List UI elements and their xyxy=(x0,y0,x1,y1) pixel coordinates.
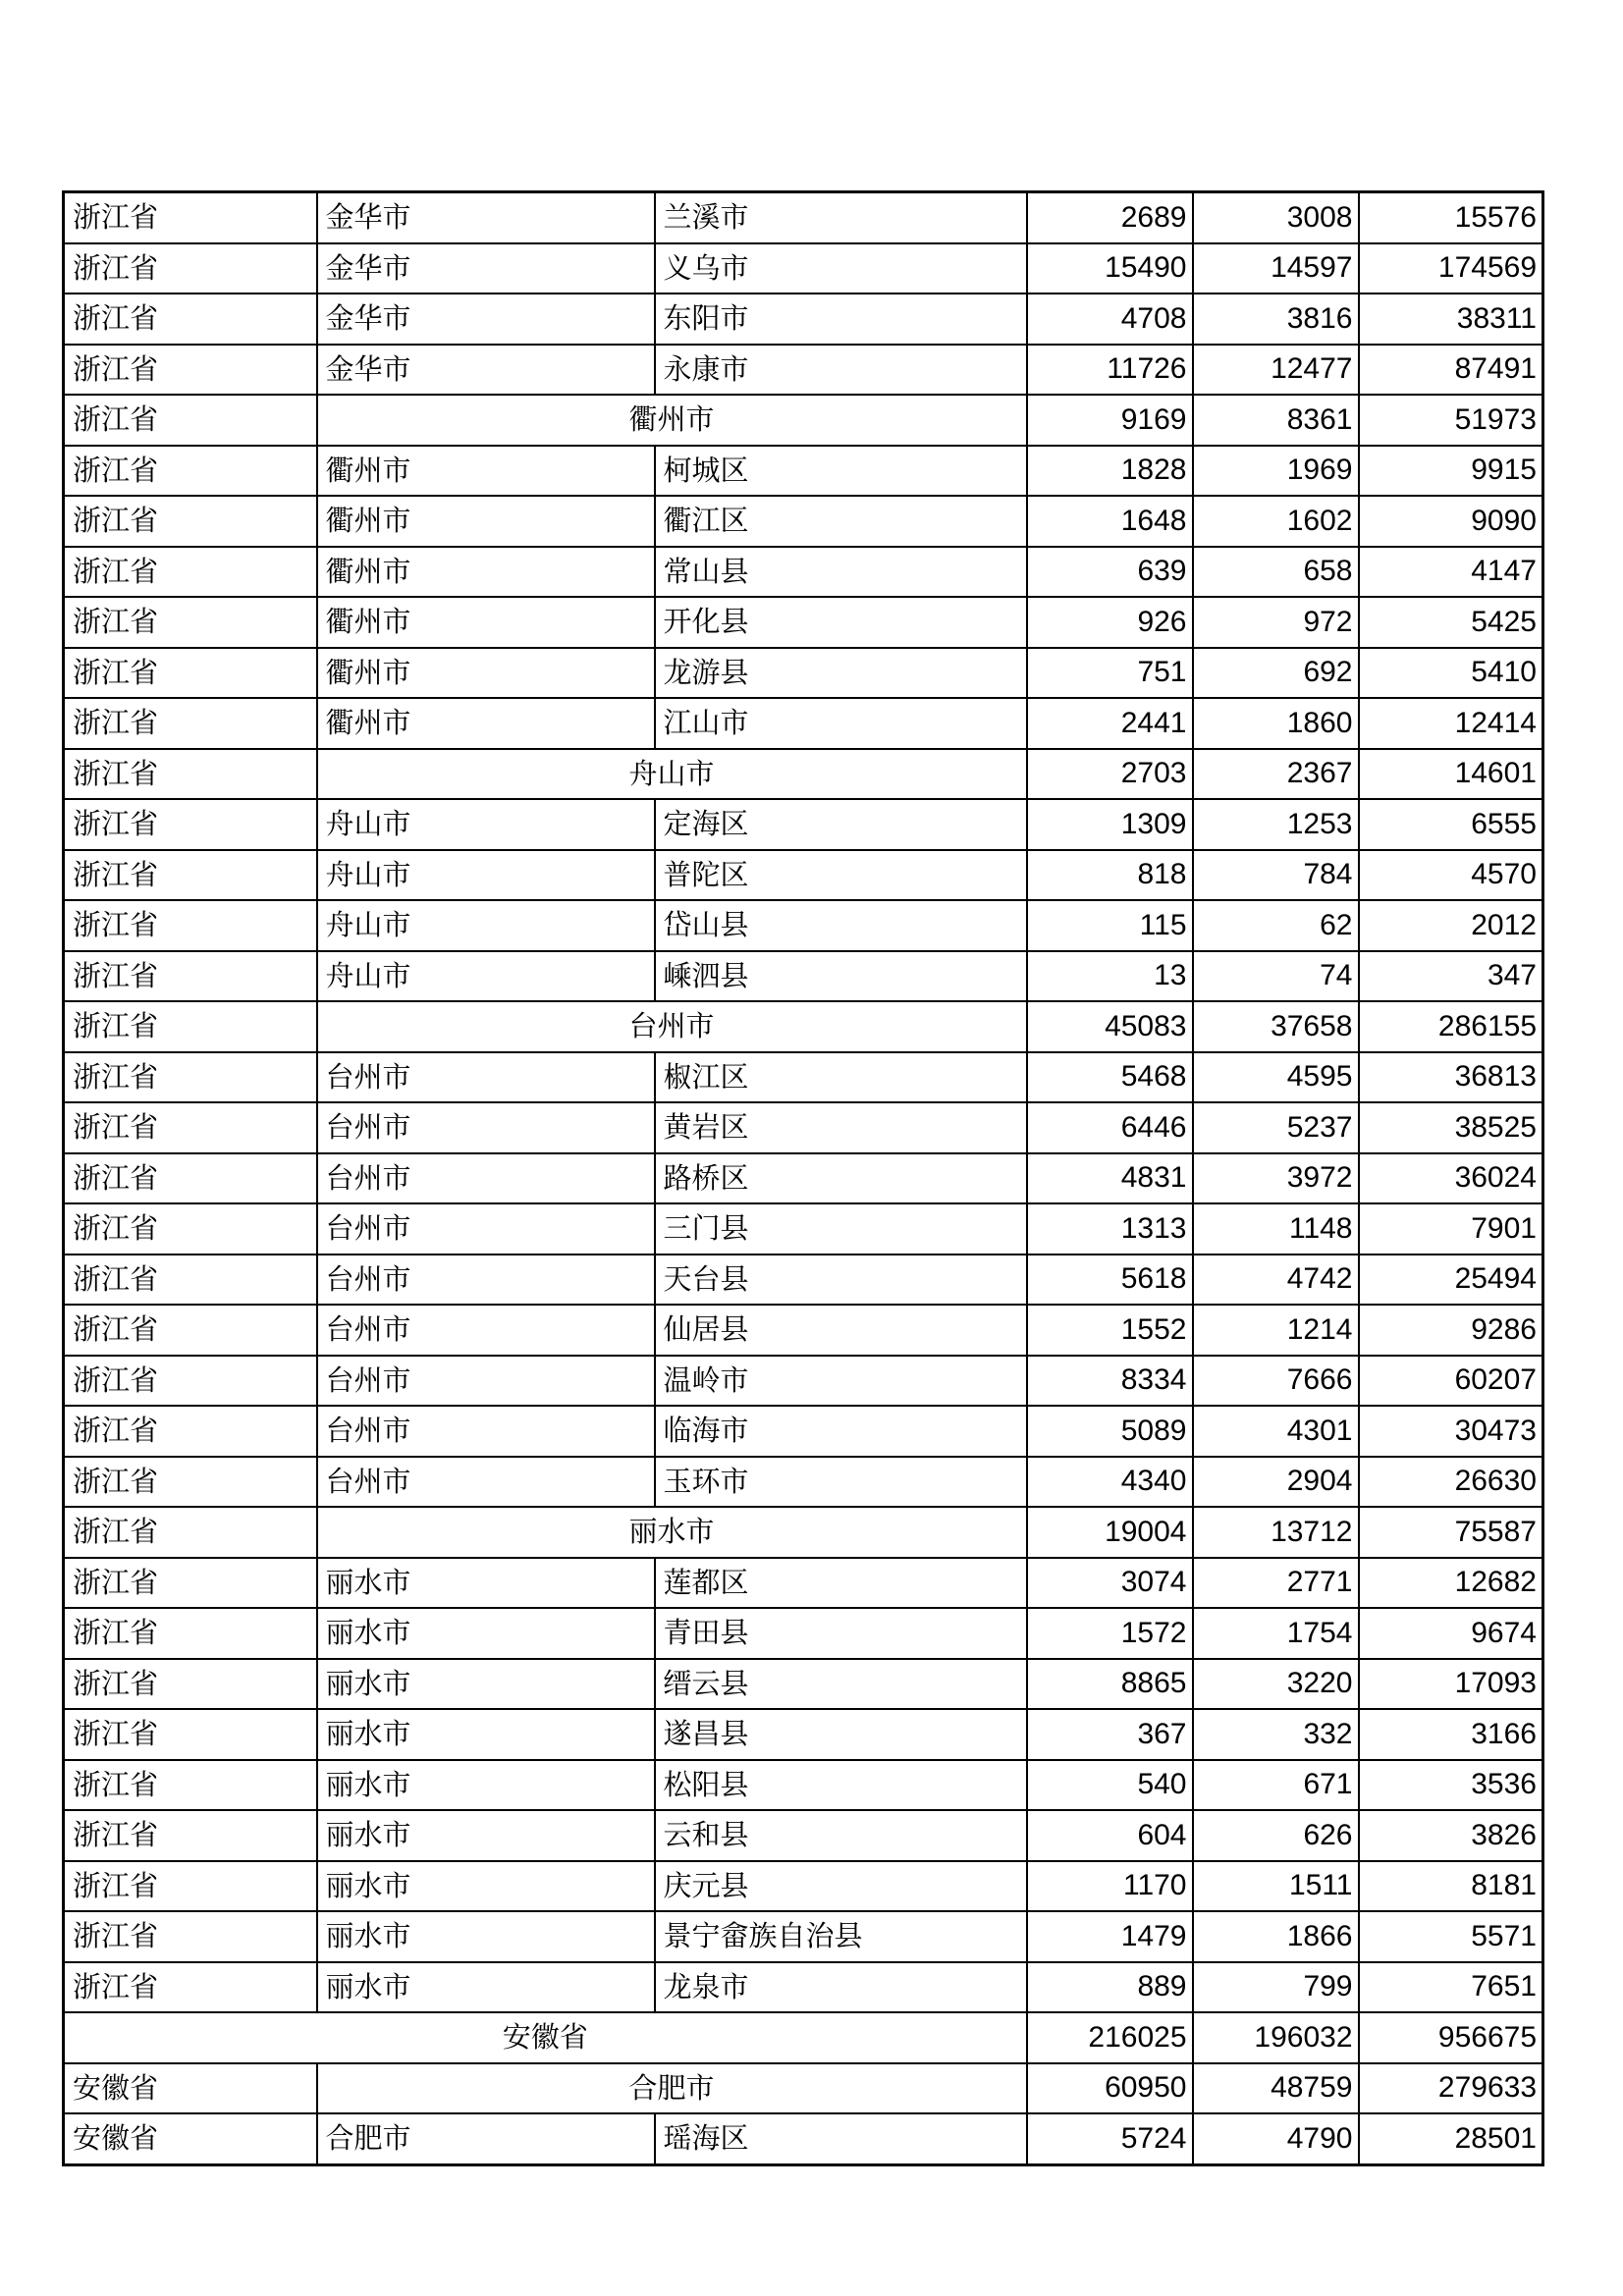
city-cell: 台州市 xyxy=(317,1153,655,1204)
value-1-cell: 639 xyxy=(1027,547,1193,598)
value-1-cell: 889 xyxy=(1027,1962,1193,2013)
value-3-cell: 87491 xyxy=(1359,345,1543,396)
value-3-cell: 956675 xyxy=(1359,2012,1543,2063)
value-1-cell: 8334 xyxy=(1027,1356,1193,1407)
value-2-cell: 1754 xyxy=(1193,1608,1359,1659)
county-cell: 定海区 xyxy=(655,799,1027,850)
county-cell: 玉环市 xyxy=(655,1457,1027,1508)
city-cell: 金华市 xyxy=(317,243,655,294)
value-1-cell: 1648 xyxy=(1027,496,1193,547)
province-cell: 浙江省 xyxy=(64,1861,317,1912)
table-row xyxy=(64,446,1543,497)
value-3-cell: 174569 xyxy=(1359,243,1543,294)
county-cell: 仙居县 xyxy=(655,1305,1027,1356)
table-row xyxy=(64,597,1543,648)
county-cell: 嵊泗县 xyxy=(655,951,1027,1002)
table-row xyxy=(64,1810,1543,1861)
value-3-cell: 9674 xyxy=(1359,1608,1543,1659)
value-3-cell: 36813 xyxy=(1359,1052,1543,1103)
value-2-cell: 196032 xyxy=(1193,2012,1359,2063)
value-2-cell: 4301 xyxy=(1193,1406,1359,1457)
county-cell: 义乌市 xyxy=(655,243,1027,294)
table-row xyxy=(64,1558,1543,1609)
value-2-cell: 5237 xyxy=(1193,1102,1359,1153)
county-cell: 临海市 xyxy=(655,1406,1027,1457)
city-total-cell: 衢州市 xyxy=(317,395,1027,446)
county-cell: 黄岩区 xyxy=(655,1102,1027,1153)
value-2-cell: 1511 xyxy=(1193,1861,1359,1912)
city-cell: 舟山市 xyxy=(317,951,655,1002)
city-cell: 金华市 xyxy=(317,345,655,396)
value-2-cell: 1214 xyxy=(1193,1305,1359,1356)
value-2-cell: 7666 xyxy=(1193,1356,1359,1407)
value-1-cell: 216025 xyxy=(1027,2012,1193,2063)
province-total-cell: 安徽省 xyxy=(64,2012,1027,2063)
province-cell: 浙江省 xyxy=(64,1001,317,1052)
value-1-cell: 1552 xyxy=(1027,1305,1193,1356)
province-cell: 浙江省 xyxy=(64,1760,317,1811)
value-3-cell: 4570 xyxy=(1359,850,1543,901)
table-row xyxy=(64,1608,1543,1659)
province-cell: 浙江省 xyxy=(64,749,317,800)
value-1-cell: 4708 xyxy=(1027,294,1193,345)
value-1-cell: 9169 xyxy=(1027,395,1193,446)
city-cell: 舟山市 xyxy=(317,850,655,901)
city-cell: 舟山市 xyxy=(317,799,655,850)
province-cell: 浙江省 xyxy=(64,648,317,699)
county-cell: 衢江区 xyxy=(655,496,1027,547)
county-cell: 兰溪市 xyxy=(655,192,1027,243)
value-3-cell: 4147 xyxy=(1359,547,1543,598)
province-cell: 浙江省 xyxy=(64,1356,317,1407)
city-cell: 台州市 xyxy=(317,1356,655,1407)
table-row xyxy=(64,1760,1543,1811)
table-row xyxy=(64,547,1543,598)
value-2-cell: 37658 xyxy=(1193,1001,1359,1052)
city-cell: 丽水市 xyxy=(317,1861,655,1912)
table-row xyxy=(64,648,1543,699)
value-1-cell: 751 xyxy=(1027,648,1193,699)
value-2-cell: 2904 xyxy=(1193,1457,1359,1508)
value-3-cell: 30473 xyxy=(1359,1406,1543,1457)
table-row xyxy=(64,1962,1543,2013)
value-3-cell: 2012 xyxy=(1359,900,1543,951)
value-1-cell: 5468 xyxy=(1027,1052,1193,1103)
value-2-cell: 1860 xyxy=(1193,698,1359,749)
province-cell: 浙江省 xyxy=(64,1153,317,1204)
province-cell: 安徽省 xyxy=(64,2063,317,2114)
city-cell: 舟山市 xyxy=(317,900,655,951)
value-2-cell: 1602 xyxy=(1193,496,1359,547)
value-2-cell: 48759 xyxy=(1193,2063,1359,2114)
value-3-cell: 5571 xyxy=(1359,1911,1543,1962)
province-cell: 浙江省 xyxy=(64,951,317,1002)
province-cell: 浙江省 xyxy=(64,345,317,396)
city-cell: 台州市 xyxy=(317,1457,655,1508)
value-3-cell: 14601 xyxy=(1359,749,1543,800)
province-cell: 浙江省 xyxy=(64,1406,317,1457)
value-1-cell: 818 xyxy=(1027,850,1193,901)
value-3-cell: 3166 xyxy=(1359,1709,1543,1760)
value-1-cell: 45083 xyxy=(1027,1001,1193,1052)
value-1-cell: 6446 xyxy=(1027,1102,1193,1153)
value-1-cell: 926 xyxy=(1027,597,1193,648)
city-cell: 台州市 xyxy=(317,1102,655,1153)
province-cell: 浙江省 xyxy=(64,1507,317,1558)
value-2-cell: 3816 xyxy=(1193,294,1359,345)
value-3-cell: 9915 xyxy=(1359,446,1543,497)
province-cell: 浙江省 xyxy=(64,496,317,547)
value-3-cell: 36024 xyxy=(1359,1153,1543,1204)
province-cell: 浙江省 xyxy=(64,243,317,294)
value-2-cell: 799 xyxy=(1193,1962,1359,2013)
city-cell: 金华市 xyxy=(317,192,655,243)
city-cell: 衢州市 xyxy=(317,547,655,598)
data-table xyxy=(62,190,1544,2166)
value-1-cell: 1572 xyxy=(1027,1608,1193,1659)
value-3-cell: 60207 xyxy=(1359,1356,1543,1407)
table-row xyxy=(64,294,1543,345)
value-2-cell: 332 xyxy=(1193,1709,1359,1760)
table-row xyxy=(64,850,1543,901)
city-total-row xyxy=(64,1507,1543,1558)
county-cell: 青田县 xyxy=(655,1608,1027,1659)
table-row xyxy=(64,496,1543,547)
county-cell: 常山县 xyxy=(655,547,1027,598)
province-cell: 浙江省 xyxy=(64,547,317,598)
county-cell: 路桥区 xyxy=(655,1153,1027,1204)
value-2-cell: 692 xyxy=(1193,648,1359,699)
table-row xyxy=(64,1406,1543,1457)
province-cell: 浙江省 xyxy=(64,1457,317,1508)
province-cell: 浙江省 xyxy=(64,1911,317,1962)
value-3-cell: 7901 xyxy=(1359,1203,1543,1255)
value-1-cell: 15490 xyxy=(1027,243,1193,294)
city-cell: 衢州市 xyxy=(317,597,655,648)
value-3-cell: 75587 xyxy=(1359,1507,1543,1558)
province-cell: 浙江省 xyxy=(64,1102,317,1153)
county-cell: 江山市 xyxy=(655,698,1027,749)
table-row xyxy=(64,951,1543,1002)
table-row xyxy=(64,2113,1543,2164)
table-row xyxy=(64,1153,1543,1204)
value-3-cell: 26630 xyxy=(1359,1457,1543,1508)
value-1-cell: 1170 xyxy=(1027,1861,1193,1912)
province-cell: 浙江省 xyxy=(64,1558,317,1609)
county-cell: 莲都区 xyxy=(655,1558,1027,1609)
value-3-cell: 279633 xyxy=(1359,2063,1543,2114)
value-2-cell: 4595 xyxy=(1193,1052,1359,1103)
city-total-cell: 台州市 xyxy=(317,1001,1027,1052)
value-2-cell: 1253 xyxy=(1193,799,1359,850)
value-2-cell: 2367 xyxy=(1193,749,1359,800)
value-2-cell: 3220 xyxy=(1193,1659,1359,1710)
value-2-cell: 4742 xyxy=(1193,1255,1359,1306)
province-cell: 浙江省 xyxy=(64,850,317,901)
province-total-row xyxy=(64,2012,1543,2063)
value-1-cell: 5618 xyxy=(1027,1255,1193,1306)
city-cell: 丽水市 xyxy=(317,1810,655,1861)
value-1-cell: 4831 xyxy=(1027,1153,1193,1204)
county-cell: 遂昌县 xyxy=(655,1709,1027,1760)
value-3-cell: 15576 xyxy=(1359,192,1543,243)
city-cell: 台州市 xyxy=(317,1305,655,1356)
province-cell: 浙江省 xyxy=(64,1203,317,1255)
city-total-cell: 舟山市 xyxy=(317,749,1027,800)
province-cell: 浙江省 xyxy=(64,799,317,850)
value-1-cell: 2689 xyxy=(1027,192,1193,243)
value-1-cell: 13 xyxy=(1027,951,1193,1002)
value-3-cell: 28501 xyxy=(1359,2113,1543,2164)
county-cell: 三门县 xyxy=(655,1203,1027,1255)
county-cell: 普陀区 xyxy=(655,850,1027,901)
value-3-cell: 38525 xyxy=(1359,1102,1543,1153)
value-3-cell: 9286 xyxy=(1359,1305,1543,1356)
county-cell: 松阳县 xyxy=(655,1760,1027,1811)
table-row xyxy=(64,1356,1543,1407)
county-cell: 缙云县 xyxy=(655,1659,1027,1710)
value-1-cell: 19004 xyxy=(1027,1507,1193,1558)
value-2-cell: 8361 xyxy=(1193,395,1359,446)
city-cell: 台州市 xyxy=(317,1052,655,1103)
city-cell: 丽水市 xyxy=(317,1709,655,1760)
city-cell: 丽水市 xyxy=(317,1608,655,1659)
city-cell: 衢州市 xyxy=(317,446,655,497)
table-row xyxy=(64,698,1543,749)
table-row xyxy=(64,1102,1543,1153)
value-1-cell: 367 xyxy=(1027,1709,1193,1760)
table-row xyxy=(64,900,1543,951)
value-2-cell: 658 xyxy=(1193,547,1359,598)
value-2-cell: 626 xyxy=(1193,1810,1359,1861)
value-3-cell: 17093 xyxy=(1359,1659,1543,1710)
value-1-cell: 2703 xyxy=(1027,749,1193,800)
value-1-cell: 5089 xyxy=(1027,1406,1193,1457)
value-1-cell: 8865 xyxy=(1027,1659,1193,1710)
value-3-cell: 7651 xyxy=(1359,1962,1543,2013)
city-cell: 丽水市 xyxy=(317,1760,655,1811)
city-total-row xyxy=(64,395,1543,446)
value-3-cell: 8181 xyxy=(1359,1861,1543,1912)
table-row xyxy=(64,345,1543,396)
province-cell: 浙江省 xyxy=(64,1052,317,1103)
value-1-cell: 1828 xyxy=(1027,446,1193,497)
province-cell: 浙江省 xyxy=(64,395,317,446)
province-cell: 浙江省 xyxy=(64,1709,317,1760)
value-3-cell: 347 xyxy=(1359,951,1543,1002)
city-cell: 丽水市 xyxy=(317,1659,655,1710)
table-row xyxy=(64,1659,1543,1710)
table-row xyxy=(64,1203,1543,1255)
city-total-row xyxy=(64,1001,1543,1052)
city-cell: 金华市 xyxy=(317,294,655,345)
value-2-cell: 74 xyxy=(1193,951,1359,1002)
table-row xyxy=(64,1457,1543,1508)
province-cell: 浙江省 xyxy=(64,698,317,749)
value-3-cell: 3536 xyxy=(1359,1760,1543,1811)
table-row xyxy=(64,243,1543,294)
county-cell: 永康市 xyxy=(655,345,1027,396)
value-3-cell: 38311 xyxy=(1359,294,1543,345)
county-cell: 温岭市 xyxy=(655,1356,1027,1407)
city-total-row xyxy=(64,2063,1543,2114)
value-3-cell: 6555 xyxy=(1359,799,1543,850)
province-cell: 浙江省 xyxy=(64,597,317,648)
value-3-cell: 286155 xyxy=(1359,1001,1543,1052)
value-2-cell: 1866 xyxy=(1193,1911,1359,1962)
value-3-cell: 3826 xyxy=(1359,1810,1543,1861)
value-1-cell: 1313 xyxy=(1027,1203,1193,1255)
value-3-cell: 5410 xyxy=(1359,648,1543,699)
county-cell: 云和县 xyxy=(655,1810,1027,1861)
county-cell: 龙泉市 xyxy=(655,1962,1027,2013)
province-cell: 浙江省 xyxy=(64,294,317,345)
county-cell: 庆元县 xyxy=(655,1861,1027,1912)
table-row xyxy=(64,1255,1543,1306)
value-1-cell: 4340 xyxy=(1027,1457,1193,1508)
value-2-cell: 1148 xyxy=(1193,1203,1359,1255)
county-cell: 开化县 xyxy=(655,597,1027,648)
province-cell: 浙江省 xyxy=(64,1305,317,1356)
province-cell: 浙江省 xyxy=(64,1659,317,1710)
value-3-cell: 25494 xyxy=(1359,1255,1543,1306)
city-cell: 合肥市 xyxy=(317,2113,655,2164)
value-3-cell: 12682 xyxy=(1359,1558,1543,1609)
value-3-cell: 9090 xyxy=(1359,496,1543,547)
value-3-cell: 12414 xyxy=(1359,698,1543,749)
table-row xyxy=(64,1861,1543,1912)
value-1-cell: 3074 xyxy=(1027,1558,1193,1609)
county-cell: 岱山县 xyxy=(655,900,1027,951)
table-row xyxy=(64,1709,1543,1760)
city-total-row xyxy=(64,749,1543,800)
county-cell: 柯城区 xyxy=(655,446,1027,497)
city-cell: 台州市 xyxy=(317,1203,655,1255)
province-cell: 安徽省 xyxy=(64,2113,317,2164)
province-cell: 浙江省 xyxy=(64,1255,317,1306)
value-1-cell: 2441 xyxy=(1027,698,1193,749)
city-cell: 衢州市 xyxy=(317,648,655,699)
value-2-cell: 784 xyxy=(1193,850,1359,901)
value-1-cell: 1309 xyxy=(1027,799,1193,850)
value-2-cell: 3972 xyxy=(1193,1153,1359,1204)
table-row xyxy=(64,799,1543,850)
value-2-cell: 972 xyxy=(1193,597,1359,648)
table-row xyxy=(64,1911,1543,1962)
city-total-cell: 丽水市 xyxy=(317,1507,1027,1558)
city-cell: 台州市 xyxy=(317,1255,655,1306)
city-cell: 丽水市 xyxy=(317,1558,655,1609)
province-cell: 浙江省 xyxy=(64,1608,317,1659)
value-2-cell: 2771 xyxy=(1193,1558,1359,1609)
value-1-cell: 5724 xyxy=(1027,2113,1193,2164)
province-cell: 浙江省 xyxy=(64,900,317,951)
value-2-cell: 12477 xyxy=(1193,345,1359,396)
value-3-cell: 5425 xyxy=(1359,597,1543,648)
value-1-cell: 60950 xyxy=(1027,2063,1193,2114)
province-cell: 浙江省 xyxy=(64,1810,317,1861)
county-cell: 椒江区 xyxy=(655,1052,1027,1103)
value-2-cell: 4790 xyxy=(1193,2113,1359,2164)
city-cell: 丽水市 xyxy=(317,1911,655,1962)
value-2-cell: 671 xyxy=(1193,1760,1359,1811)
city-cell: 丽水市 xyxy=(317,1962,655,2013)
province-cell: 浙江省 xyxy=(64,192,317,243)
value-2-cell: 1969 xyxy=(1193,446,1359,497)
value-1-cell: 11726 xyxy=(1027,345,1193,396)
city-cell: 衢州市 xyxy=(317,496,655,547)
county-cell: 天台县 xyxy=(655,1255,1027,1306)
table-row xyxy=(64,1305,1543,1356)
value-1-cell: 604 xyxy=(1027,1810,1193,1861)
county-cell: 瑶海区 xyxy=(655,2113,1027,2164)
province-cell: 浙江省 xyxy=(64,1962,317,2013)
value-2-cell: 62 xyxy=(1193,900,1359,951)
value-2-cell: 3008 xyxy=(1193,192,1359,243)
city-cell: 衢州市 xyxy=(317,698,655,749)
value-2-cell: 13712 xyxy=(1193,1507,1359,1558)
table-row xyxy=(64,192,1543,243)
value-1-cell: 1479 xyxy=(1027,1911,1193,1962)
city-cell: 台州市 xyxy=(317,1406,655,1457)
county-cell: 龙游县 xyxy=(655,648,1027,699)
value-1-cell: 540 xyxy=(1027,1760,1193,1811)
county-cell: 东阳市 xyxy=(655,294,1027,345)
value-2-cell: 14597 xyxy=(1193,243,1359,294)
city-total-cell: 合肥市 xyxy=(317,2063,1027,2114)
table-row xyxy=(64,1052,1543,1103)
province-cell: 浙江省 xyxy=(64,446,317,497)
table-body xyxy=(64,192,1543,2165)
value-3-cell: 51973 xyxy=(1359,395,1543,446)
value-1-cell: 115 xyxy=(1027,900,1193,951)
county-cell: 景宁畲族自治县 xyxy=(655,1911,1027,1962)
